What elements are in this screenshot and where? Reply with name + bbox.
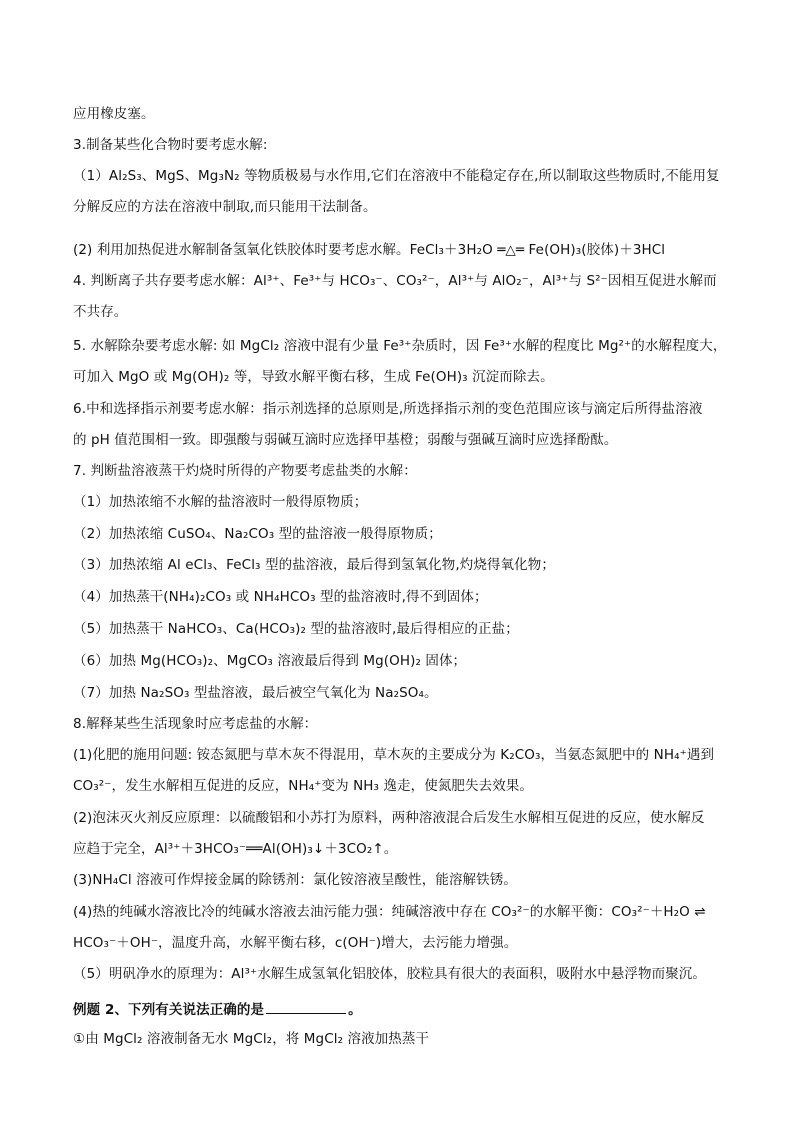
text-line: （3）加热浓缩 Al eCl₃、FeCl₃ 型的盐溶液，最后得到氢氧化物,灼烧得氧化物； bbox=[73, 557, 555, 573]
text-line: (2)泡沫灭火剂反应原理：以硫酸铝和小苏打为原料，两种溶液混合后发生水解相互促进的反应，使水解反 bbox=[73, 810, 705, 826]
example-title-period: 。 bbox=[348, 1002, 362, 1018]
text-line: （7）加热 Na₂SO₃ 型盐溶液，最后被空气氧化为 Na₂SO₄。 bbox=[73, 685, 438, 701]
text-line: HCO₃⁻＋OH⁻，温度升高，水解平衡右移，c(OH⁻)增大，去污能力增强。 bbox=[73, 935, 518, 951]
text-line: (2) 利用加热促进水解制备氢氧化铁胶体时要考虑水解。FeCl₃＋3H₂O ═△═ Fe(OH)₃(胶体)＋3HCl bbox=[73, 242, 666, 258]
text-line: （5）明矾净水的原理为：Al³⁺水解生成氢氧化铝胶体，胶粒具有很大的表面积，吸附水中悬浮物而聚沉。 bbox=[73, 966, 707, 982]
text-line: 7. 判断盐溶液蒸干灼烧时所得的产物要考虑盐类的水解： bbox=[73, 463, 417, 479]
text-line: 分解反应的方法在溶液中制取,而只能用干法制备。 bbox=[73, 199, 377, 215]
text-line: （5）加热蒸干 NaHCO₃、Ca(HCO₃)₂ 型的盐溶液时,最后得相应的正盐； bbox=[73, 621, 519, 637]
text-line: 可加入 MgO 或 Mg(OH)₂ 等，导致水解平衡右移，生成 Fe(OH)₃ 沉淀而除去。 bbox=[73, 369, 554, 385]
text-line: CO₃²⁻，发生水解相互促进的反应，NH₄⁺变为 NH₃ 逸走，使氮肥失去效果。 bbox=[73, 778, 534, 794]
text-line: （6）加热 Mg(HCO₃)₂、MgCO₃ 溶液最后得到 Mg(OH)₂ 固体； bbox=[73, 653, 467, 669]
text-line: (4)热的纯碱水溶液比冷的纯碱水溶液去油污能力强：纯碱溶液中存在 CO₃²⁻的水解平衡：CO₃²⁻＋H₂O ⇌ bbox=[73, 904, 706, 920]
text-line: （2）加热浓缩 CuSO₄、Na₂CO₃ 型的盐溶液一般得原物质； bbox=[73, 526, 442, 542]
example-title-text: 例题 2、下列有关说法正确的是 bbox=[73, 1002, 265, 1018]
text-line: 4. 判断离子共存要考虑水解：Al³⁺、Fe³⁺与 HCO₃⁻、CO₃²⁻，Al³⁺与 AlO₂⁻，Al³⁺与 S²⁻因相互促进水解而 bbox=[73, 273, 717, 289]
text-line: (3)NH₄Cl 溶液可作焊接金属的除锈剂：氯化铵溶液呈酸性，能溶解铁锈。 bbox=[73, 872, 517, 888]
text-line: （1）加热浓缩不水解的盐溶液时一般得原物质； bbox=[73, 494, 368, 510]
text-line: 应用橡皮塞。 bbox=[73, 106, 155, 122]
text-line: 5. 水解除杂要考虑水解: 如 MgCl₂ 溶液中混有少量 Fe³⁺杂质时，因 Fe³⁺水解的程度比 Mg²⁺的水解程度大， bbox=[73, 338, 727, 354]
text-line: 3.制备某些化合物时要考虑水解: bbox=[73, 137, 268, 153]
text-line: （4）加热蒸干(NH₄)₂CO₃ 或 NH₄HCO₃ 型的盐溶液时,得不到固体； bbox=[73, 589, 488, 605]
answer-blank bbox=[266, 1001, 346, 1014]
text-line: 8.解释某些生活现象时应考虑盐的水解： bbox=[73, 716, 318, 732]
example-title bbox=[73, 1001, 362, 1018]
text-line: （1）Al₂S₃、MgS、Mg₃N₂ 等物质极易与水作用,它们在溶液中不能稳定存在,所以制取这些物质时,不能用复 bbox=[73, 168, 720, 184]
text-line: 应趋于完全，Al³⁺＋3HCO₃⁻══Al(OH)₃↓＋3CO₂↑。 bbox=[73, 841, 398, 857]
example-item-1: ①由 MgCl₂ 溶液制备无水 MgCl₂，将 MgCl₂ 溶液加热蒸干 bbox=[73, 1031, 430, 1047]
text-line: 不共存。 bbox=[73, 304, 128, 320]
text-line: (1)化肥的施用问题: 铵态氮肥与草木灰不得混用，草木灰的主要成分为 K₂CO₃，当氨态氮肥中的 NH₄⁺遇到 bbox=[73, 747, 715, 763]
text-line: 的 pH 值范围相一致。即强酸与弱碱互滴时应选择甲基橙；弱酸与强碱互滴时应选择酚酞。 bbox=[73, 432, 618, 448]
text-line: 6.中和选择指示剂要考虑水解：指示剂选择的总原则是,所选择指示剂的变色范围应该与滴定后所得盐溶液 bbox=[73, 401, 703, 417]
